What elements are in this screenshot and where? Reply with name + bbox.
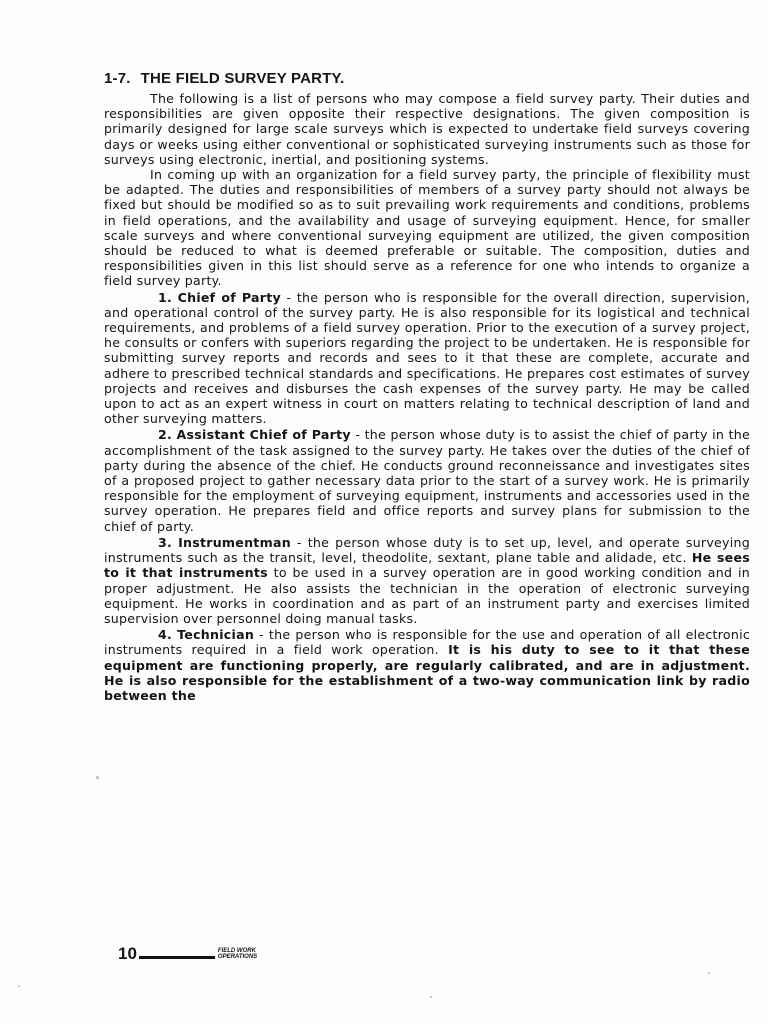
list-item-chief-of-party [104, 290, 750, 427]
list-item-technician [104, 627, 750, 703]
section-heading [104, 70, 750, 87]
intro-paragraph-1: The following is a list of persons who may compose a field survey party. Their duties and responsibilities are given opposite their respective designations. The given composition is primarily designed for large scale surveys which is expected to undertake field surveys covering days or weeks using either conventional or sophisticated surveying instruments such as those for surveys using electronic, inertial, and positioning systems. [104, 91, 750, 167]
list-item-instrumentman [104, 535, 750, 626]
scan-speck [18, 985, 20, 987]
scan-speck [430, 996, 432, 998]
list-item-text-bold: It is his duty to see to it that these equipment are functioning properly, are regularly calibrated, and are in adjustment. He is also responsible for the establishment of a two-way communication link by radio between the [104, 642, 750, 703]
list-item-text: - the person whose duty is to set up, level, and operate surveying instruments such as the transit, level, theodolite, sextant, plane table and alidade, etc. [104, 534, 750, 566]
footer-section-label: FIELD WORK OPERATIONS [217, 948, 258, 960]
section-title: THE FIELD SURVEY PARTY. [140, 70, 345, 87]
list-item-text: - the person who is responsible for the overall direction, supervision, and operational control of the survey party. He is also responsible for its logistical and technical requirements, and problems of a field survey operation. Prior to the execution of a survey project, he consults or confers with superiors regarding the project to be undertaken. He is responsible for submitting survey reports and records and sees to it that these are complete, accurate and adhere to prescribed technical standards and specifications. He prepares cost estimates of survey projects and receives and disburses the cash expenses of the survey party. He may be called upon to act as an expert witness in court on matters relating to technical description of land and other surveying matters. [104, 289, 750, 427]
list-item-text: to be used in a survey operation are in good working condition and in proper adjustment. He also assists the technician in the operation of electronic surveying equipment. He works in coordination and as part of an instrument party and exercises limited supervision over personnel doing manual tasks. [104, 565, 750, 626]
list-item-number: 3. [158, 534, 173, 550]
document-page [104, 70, 750, 970]
list-item-number: 1. [158, 289, 173, 305]
page-number: 10 [118, 944, 137, 963]
section-number: 1-7. [104, 70, 131, 87]
page-footer [118, 942, 278, 962]
intro-paragraph-2: In coming up with an organization for a field survey party, the principle of flexibility must be adapted. The duties and responsibilities of members of a survey party should not always be fixed but should be modified so as to suit prevailing work requirements and conditions, problems in field operations, and the availability and usage of surveying equipment. Hence, for smaller scale surveys and where conventional surveying equipment are utilized, the given composition should be reduced to what is deemed preferable or suitable. The composition, duties and responsibilities given in this list should serve as a reference for one who intends to organize a field survey party. [104, 167, 750, 289]
list-item-heading: Technician [177, 627, 255, 643]
scan-speck [96, 776, 99, 779]
list-item-heading: Chief of Party [177, 289, 281, 305]
footer-rule [139, 956, 215, 959]
list-item-text: - the person who is responsible for the use and operation of all electronic instruments required in a field work operation. [104, 627, 750, 658]
list-item-assistant-chief [104, 427, 750, 533]
list-item-number: 4. [158, 627, 173, 643]
list-item-number: 2. [158, 427, 173, 443]
list-item-text-bold: He sees to it that instruments [104, 550, 750, 581]
list-item-text: - the person whose duty is to assist the chief of party in the accomplishment of the task assigned to the survey party. He takes over the duties of the chief of party during the absence of the chief. He conducts ground reconneissance and investigates sites of a proposed project to gather necessary data prior to the start of a survey work. He is primarily responsible for the employment of surveying equipment, instruments and accessories used in the survey operation. He prepares field and office reports and survey plans for submission to the chief of party. [104, 427, 750, 534]
list-item-heading: Assistant Chief of Party [176, 427, 351, 443]
scan-speck [708, 972, 710, 974]
list-item-heading: Instrumentman [178, 534, 291, 550]
